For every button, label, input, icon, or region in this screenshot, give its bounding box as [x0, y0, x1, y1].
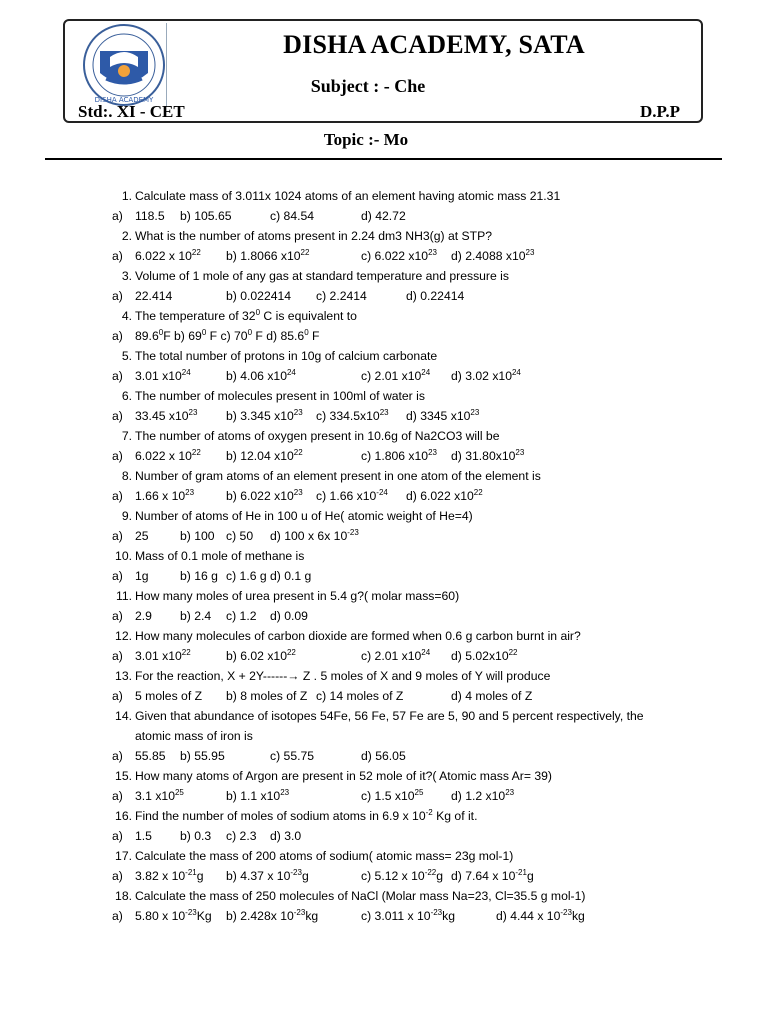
option-text: c) 14 moles of Z	[316, 689, 404, 703]
option-text: d) 1.2 $x10^{23}$	[451, 787, 515, 803]
academy-logo-icon	[82, 23, 166, 107]
option-text: c) 1.5 $x10^{25}$	[361, 787, 424, 803]
question-number: 12.	[115, 629, 132, 643]
option-text: d) 42.72	[361, 209, 406, 223]
superscript: 24	[286, 367, 296, 377]
superscript: 23	[505, 787, 515, 797]
option-text: b) 8 moles of Z	[226, 689, 308, 703]
option-a-label: a)	[112, 529, 123, 543]
question-row	[0, 666, 768, 686]
options-row	[0, 286, 768, 306]
question-row	[0, 806, 768, 826]
question-row	[0, 226, 768, 246]
option-text: c) 3.011 x $10^{-23}kg$	[361, 907, 455, 923]
option-text: d) 7.64 x $10^{-21}g$	[451, 867, 534, 883]
question-number: 13.	[115, 669, 132, 683]
options-row	[0, 746, 768, 766]
question-number: 16.	[115, 809, 132, 823]
superscript: 22	[191, 247, 201, 257]
option-text: 5 moles of Z	[135, 689, 203, 703]
question-text: How many atoms of Argon are present in 52 mole of it?( Atomic mass Ar= 39)	[135, 769, 552, 783]
option-a-label: a)	[112, 749, 123, 763]
question-number: 15.	[115, 769, 132, 783]
question-text: Number of atoms of He in 100 u of He( atomic weight of He=4)	[135, 509, 473, 523]
superscript: 22	[191, 447, 201, 457]
option-text: 3.01 $x10^{22}$	[135, 647, 191, 663]
option-text: b) 1.1 $x10^{23}$	[226, 787, 290, 803]
question-number: 4.	[121, 309, 132, 323]
option-text: 6.022 x $10^{22}$	[135, 447, 201, 463]
superscript: 0	[247, 327, 253, 337]
option-a-label: a)	[112, 609, 123, 623]
option-text: d) $5.02x10^{22}$	[451, 647, 518, 663]
superscript: -23	[293, 907, 306, 917]
option-text: d) $31.80x10^{23}$	[451, 447, 525, 463]
option-text: 118.5	[135, 209, 165, 223]
option-text: c) 1.806 $x10^{23}$	[361, 447, 437, 463]
question-number: 11.	[115, 589, 132, 603]
superscript: 22	[508, 647, 518, 657]
superscript: -22	[424, 867, 437, 877]
dpp-label: D.P.P	[640, 102, 680, 121]
question-number: 5.	[121, 349, 132, 363]
option-text: c) 2.01 $x10^{24}$	[361, 647, 431, 663]
option-text: b) 55.95	[180, 749, 225, 763]
options-row	[0, 246, 768, 266]
superscript: 23	[293, 407, 303, 417]
superscript: 23	[525, 247, 535, 257]
page-title: DISHA ACADEMY, SATA	[283, 30, 585, 59]
question-row	[0, 266, 768, 286]
options-row	[0, 826, 768, 846]
superscript: 23	[188, 407, 198, 417]
superscript: 23	[428, 447, 437, 457]
options-row	[0, 366, 768, 386]
question-text: How many molecules of carbon dioxide are formed when 0.6 g carbon burnt in air?	[135, 629, 581, 643]
option-text: 5.80 x $10^{-23}Kg$	[135, 907, 212, 923]
option-text: c) 84.54	[270, 209, 315, 223]
option-a-label: a)	[112, 249, 123, 263]
option-a-label: a)	[112, 689, 123, 703]
options-row	[0, 526, 768, 546]
question-row	[0, 626, 768, 646]
superscript: 24	[421, 367, 431, 377]
superscript: -23	[185, 907, 197, 917]
option-text: c) 1.6 g	[226, 569, 267, 583]
question-text: Calculate the mass of 250 molecules of NaCl (Molar mass Na=23, Cl=35.5 g mol-1)	[135, 889, 586, 903]
question-text: How many moles of urea present in 5.4 g?( molar mass=60)	[135, 589, 460, 603]
options-row	[0, 606, 768, 626]
option-text: b) 2.4	[180, 609, 212, 623]
option-a-label: a)	[112, 489, 123, 503]
option-text: c) 55.75	[270, 749, 315, 763]
option-text: d) 3345 $x10^{23}$	[406, 407, 480, 423]
superscript: -23	[560, 907, 572, 917]
superscript: 24	[181, 367, 191, 377]
option-text: b) 0.3	[180, 829, 212, 843]
question-row	[0, 706, 768, 726]
option-text: b) 3.345 $x10^{23}$	[226, 407, 303, 423]
topic-label: Topic :- Mo	[323, 130, 409, 149]
option-text: 3.1 $x10^{25}$	[135, 787, 184, 803]
option-a-label: a)	[112, 869, 123, 883]
option-text: 25	[135, 529, 149, 543]
option-text: c) 2.01 $x10^{24}$	[361, 367, 431, 383]
question-text: Find the number of moles of sodium atoms in 6.9 x $10^{-2}$ Kg of it.	[135, 807, 478, 823]
option-text: c) 1.2	[226, 609, 257, 623]
question-text: What is the number of atoms present in 2.24 dm3 NH3(g) at STP?	[135, 229, 492, 243]
option-text: b) 4.06 $x10^{24}$	[226, 367, 296, 383]
question-row	[0, 426, 768, 446]
superscript: -2	[425, 807, 433, 817]
superscript: -23	[430, 907, 443, 917]
option-a-label: a)	[112, 909, 123, 923]
superscript: 23	[470, 407, 480, 417]
question-text: Calculate the mass of 200 atoms of sodium( atomic mass= 23g mol-1)	[135, 849, 514, 863]
question-text: Volume of 1 mole of any gas at standard temperature and pressure is	[135, 269, 509, 283]
options-row	[0, 786, 768, 806]
option-text: 3.82 x $10^{-21}g$	[135, 867, 204, 883]
option-text: 22.414	[135, 289, 173, 303]
superscript: 22	[293, 447, 303, 457]
svg-text:DISHA ACADEMY: DISHA ACADEMY	[94, 96, 154, 104]
question-row	[0, 546, 768, 566]
question-number: 6.	[121, 389, 132, 403]
options-row	[0, 866, 768, 886]
option-text: 1.5	[135, 829, 152, 843]
superscript: 0	[158, 327, 164, 337]
question-row	[0, 846, 768, 866]
option-a-label: a)	[112, 409, 123, 423]
option-text: d) 6.022 $x10^{22}$	[406, 487, 483, 503]
question-number: 18.	[115, 889, 132, 903]
option-text: b) 2.428x $10^{-23}kg$	[226, 907, 319, 923]
question-text: The total number of protons in 10g of calcium carbonate	[135, 349, 438, 363]
question-number: 7.	[121, 429, 132, 443]
option-text: b) 105.65	[180, 209, 232, 223]
option-text: 1.66 x $10^{23}$	[135, 487, 195, 503]
question-row	[0, 386, 768, 406]
superscript: -24	[376, 487, 388, 497]
question-text: The number of molecules present in 100ml of water is	[135, 389, 425, 403]
option-text: d) 0.09	[270, 609, 308, 623]
superscript: 22	[286, 647, 296, 657]
question-number: 1.	[121, 189, 132, 203]
superscript: 23	[379, 407, 389, 417]
option-a-label: a)	[112, 289, 123, 303]
superscript: -21	[185, 867, 197, 877]
question-row	[0, 766, 768, 786]
option-text: d) 4.44 x $10^{-23}kg$	[496, 907, 585, 923]
option-text: 2.9	[135, 609, 152, 623]
superscript: 23	[515, 447, 525, 457]
option-text: 89.6$^0$F b) $69^0$ F c) $70^0$ F d) 85.6$^0$ F	[135, 327, 320, 343]
question-row	[0, 346, 768, 366]
superscript: 23	[428, 247, 437, 257]
options-row	[0, 326, 768, 346]
superscript: -23	[290, 867, 302, 877]
option-text: d) 100 x 6x $10^{-23}$	[270, 527, 359, 543]
superscript: 24	[511, 367, 521, 377]
option-text: c) 2.3	[226, 829, 257, 843]
option-a-label: a)	[112, 329, 123, 343]
option-text: b) 4.37 x $10^{-23}g$	[226, 867, 309, 883]
options-row	[0, 406, 768, 426]
options-row	[0, 686, 768, 706]
option-text: c) 2.2414	[316, 289, 367, 303]
option-text: c) 6.022 $x10^{23}$	[361, 247, 437, 263]
option-text: 1g	[135, 569, 149, 583]
question-text: Number of gram atoms of an element present in one atom of the element is	[135, 469, 541, 483]
question-row	[0, 466, 768, 486]
superscript: 25	[174, 787, 184, 797]
superscript: 23	[280, 787, 290, 797]
option-text: d) 3.0	[270, 829, 302, 843]
options-row	[0, 646, 768, 666]
superscript: -23	[347, 527, 359, 537]
option-text: d) 4 moles of Z	[451, 689, 533, 703]
option-text: c) 1.66 $x10^{-24}$	[316, 487, 388, 503]
question-row	[0, 886, 768, 906]
option-text: d) 56.05	[361, 749, 406, 763]
option-text: d) 3.02 $x10^{24}$	[451, 367, 521, 383]
option-a-label: a)	[112, 829, 123, 843]
question-text: The number of atoms of oxygen present in 10.6g of Na2CO3 will be	[135, 429, 500, 443]
option-a-label: a)	[112, 369, 123, 383]
option-a-label: a)	[112, 789, 123, 803]
std-label: Std:. XI - CET	[78, 102, 185, 121]
question-row	[0, 586, 768, 606]
superscript: 22	[181, 647, 191, 657]
subject-label: Subject : - Che	[310, 76, 426, 96]
superscript: 23	[185, 487, 195, 497]
question-row-continued	[0, 726, 768, 746]
option-text: 33.45 $x10^{23}$	[135, 407, 198, 423]
option-a-label: a)	[112, 569, 123, 583]
question-number: 10.	[115, 549, 132, 563]
option-text: b) 1.8066 $x10^{22}$	[226, 247, 310, 263]
options-row	[0, 486, 768, 506]
superscript: 22	[300, 247, 310, 257]
option-text: b) 100	[180, 529, 215, 543]
question-row	[0, 306, 768, 326]
option-text: b) 0.022414	[226, 289, 292, 303]
question-text: The temperature of $32^0$ C is equivalent to	[135, 307, 357, 323]
question-text: Mass of 0.1 mole of methane is	[135, 549, 305, 563]
superscript: 0	[304, 327, 309, 337]
question-text: Calculate mass of 3.011x 1024 atoms of an element having atomic mass 21.31	[135, 189, 561, 203]
option-text: b) 16 g	[180, 569, 218, 583]
superscript: 22	[473, 487, 483, 497]
question-row	[0, 186, 768, 206]
option-a-label: a)	[112, 649, 123, 663]
question-text: For the reaction, X + 2Y------→ Z . 5 moles of X and 9 moles of Y will produce	[135, 669, 551, 683]
question-number: 17.	[115, 849, 132, 863]
superscript: 0	[255, 307, 261, 317]
question-text: Given that abundance of isotopes 54Fe, 56 Fe, 57 Fe are 5, 90 and 5 percent respectively, the	[135, 709, 644, 723]
options-row	[0, 566, 768, 586]
question-number: 3.	[121, 269, 132, 283]
option-text: b) 12.04 $x10^{22}$	[226, 447, 303, 463]
option-text: 55.85	[135, 749, 166, 763]
header-divider	[45, 158, 722, 160]
option-text: c) $334.5x10^{23}$	[316, 407, 389, 423]
option-text: 3.01 $x10^{24}$	[135, 367, 191, 383]
question-number: 9.	[121, 509, 132, 523]
option-text: d) 0.1 g	[270, 569, 312, 583]
options-row	[0, 446, 768, 466]
question-number: 14.	[115, 709, 132, 723]
superscript: 25	[414, 787, 424, 797]
option-a-label: a)	[112, 209, 123, 223]
superscript: 24	[421, 647, 431, 657]
option-text: c) 50	[226, 529, 254, 543]
question-list	[0, 186, 768, 926]
superscript: 23	[293, 487, 303, 497]
option-text: 6.022 x $10^{22}$	[135, 247, 201, 263]
option-text: c) 5.12 x $10^{-22}g$	[361, 867, 444, 883]
option-text: d) 0.22414	[406, 289, 465, 303]
superscript: -21	[515, 867, 527, 877]
question-text: atomic mass of iron is	[135, 729, 253, 743]
question-number: 2.	[121, 229, 132, 243]
options-row	[0, 906, 768, 926]
question-number: 8.	[121, 469, 132, 483]
option-a-label: a)	[112, 449, 123, 463]
option-text: b) 6.02 $x10^{22}$	[226, 647, 296, 663]
option-text: d) 2.4088 $x10^{23}$	[451, 247, 535, 263]
superscript: 0	[201, 327, 207, 337]
options-row	[0, 206, 768, 226]
option-text: b) 6.022 $x10^{23}$	[226, 487, 303, 503]
question-row	[0, 506, 768, 526]
